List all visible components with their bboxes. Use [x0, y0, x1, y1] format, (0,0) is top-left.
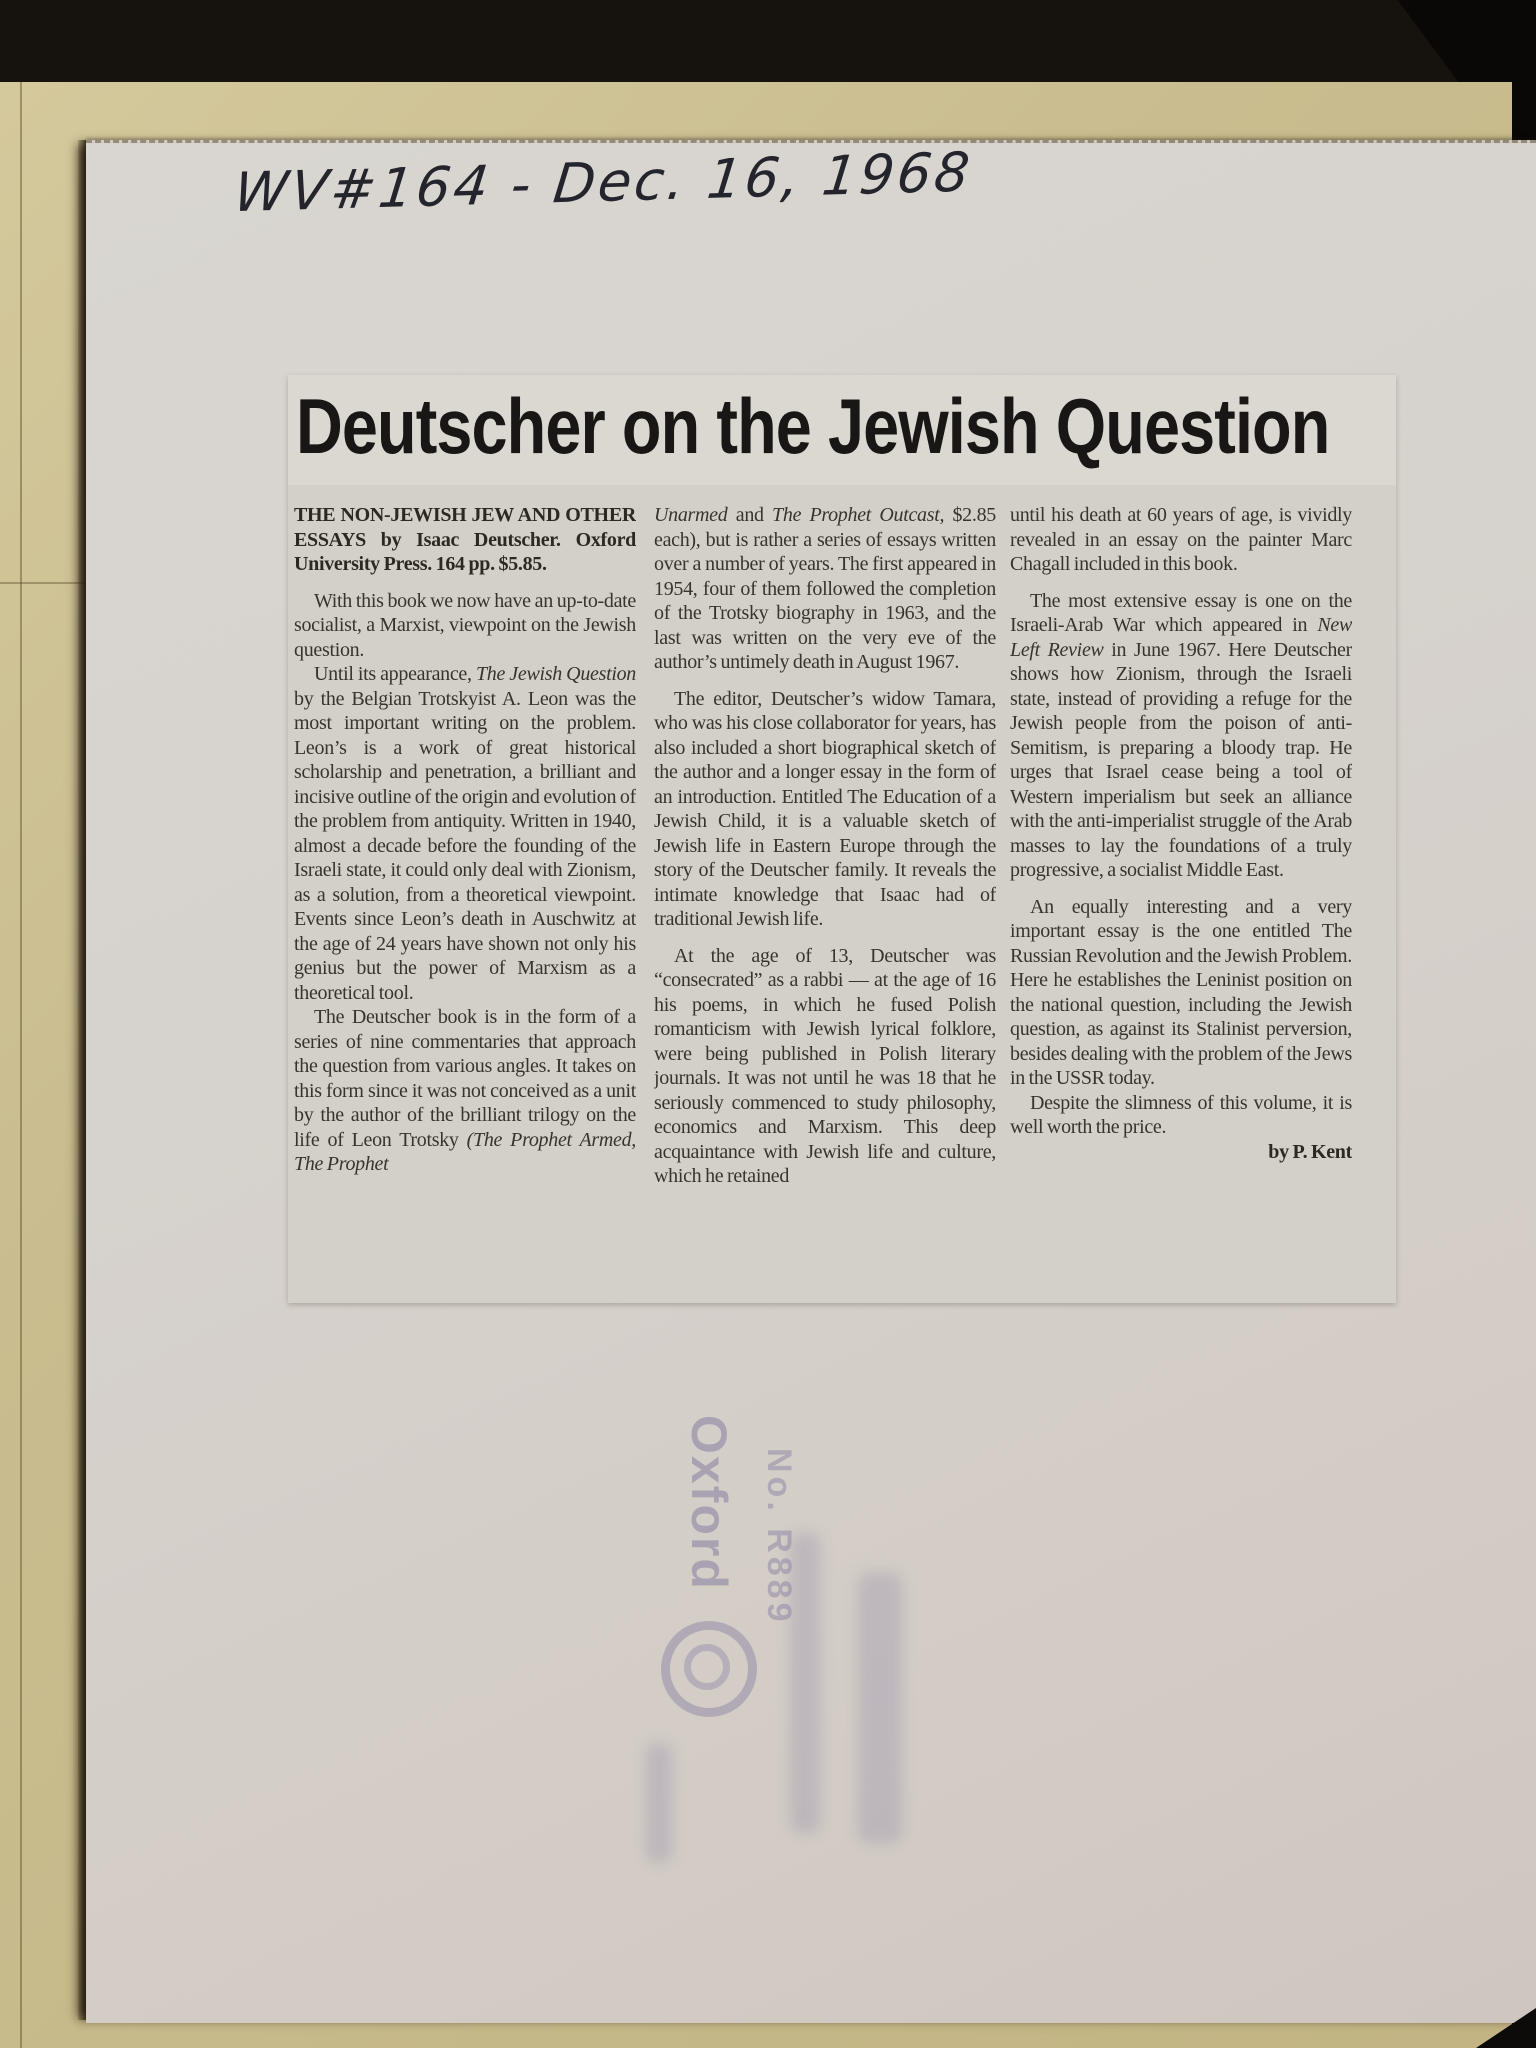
article-paragraph — [654, 503, 996, 675]
italic-title-text: Unarmed — [654, 504, 728, 526]
body-text: $2.85 each), but is rather a series of essays written over a number of years. The first appeared in 1954, four of them followed the completion of the Trotsky biography in 1963, and the last was written on the very eve of the author’s untimely death in August 1967. — [654, 504, 996, 673]
stamp-smear — [790, 1533, 820, 1833]
body-text: The Deutscher book is in the form of a series of nine commentaries that approach the question from various angles. It takes on this form since it was not conceived as a unit by the author of the brilliant trilogy on the life of Leon Trotsky — [294, 1006, 636, 1151]
article-paragraph — [294, 503, 636, 577]
article-paragraph — [1010, 895, 1352, 1091]
body-text: The most extensive essay is one on the Israeli-Arab War which appeared in — [1010, 589, 1352, 636]
publisher-emblem-icon — [661, 1621, 757, 1717]
body-text: and — [727, 504, 773, 526]
article-paragraph — [1010, 1091, 1352, 1140]
body-text: until his death at 60 years of age, is vividly revealed in an essay on the painter Marc Chagall included in this book. — [1010, 504, 1352, 575]
stamp-number-text: No. R889 — [760, 1448, 798, 1626]
folder-crease — [0, 582, 90, 584]
body-text: Despite the slimness of this volume, it is well worth the price. — [1010, 1091, 1352, 1138]
clipping-headline: Deutscher on the Jewish Question — [296, 384, 1330, 471]
article-column-3 — [1010, 503, 1352, 1303]
article-paragraph — [294, 589, 636, 663]
article-paragraph — [294, 1005, 636, 1177]
news-clipping — [288, 375, 1396, 1303]
body-text: An equally interesting and a very important essay is the one entitled The Russian Revolution and the Jewish Problem. Here he establishes the Leninist position on the national question, including the Jewish question, as against its Stalinist perversion, besides dealing with the problem of the Jews in the USSR today. — [1010, 895, 1352, 1089]
body-text: by the Belgian Trotskyist A. Leon was the most important writing on the problem. Leon’s is a work of great historical scholarship and penetration, a brilliant and incisive outline of the origin and evolution of the problem from antiquity. Written in 1940, almost a decade before the founding of the Israeli state, it could only deal with Zionism, as a solution, from a theoretical viewpoint. Events since Leon’s death in Auschwitz at the age of 24 years have shown not only his genius but the power of Marxism as a theoretical tool. — [294, 687, 636, 1004]
italic-title-text: The Prophet Outcast, — [772, 504, 945, 526]
body-text: The editor, Deutscher’s widow Tamara, who was his close collaborator for years, has also included a short biographical sketch of the author and a longer essay in the form of an introduction. Entitled The Education of a Jewish Child, it is a valuable sketch of Jewish life in Eastern Europe through the story of the Deutscher family. It reveals the intimate knowledge that Isaac had of traditional Jewish life. — [654, 687, 996, 930]
article-paragraph — [654, 944, 996, 1189]
stamp-publisher-text: Oxford — [681, 1415, 737, 1591]
body-text: Until its appearance, — [314, 663, 476, 685]
folder-crease — [20, 82, 22, 2048]
article-paragraph — [1010, 503, 1352, 577]
body-text: by P. Kent — [1268, 1140, 1352, 1163]
body-text: in June 1967. Here Deutscher shows how Zionism, through the Israeli state, instead of providing a refuge for the Jewish people from the poison of anti-Semitism, is preparing a bloody trap. He urges that Israel cease being a tool of Western imperialism but seek an alliance with the anti-imperialist struggle of the Arab masses to lay the foundations of a truly progressive, a socialist Middle East. — [1010, 638, 1352, 881]
italic-title-text: (The Prophet Armed, The Prophet — [294, 1128, 636, 1175]
stamp-smear — [858, 1573, 902, 1843]
stamp-smear — [646, 1743, 672, 1863]
italic-title-text: The Jewish Question — [475, 663, 636, 685]
headline-strip — [288, 375, 1396, 485]
article-paragraph — [654, 687, 996, 932]
body-text: At the age of 13, Deutscher was “consecrated” as a rabbi — at the age of 16 his poems, in which he fused Polish romanticism with Jewish lyrical folklore, were being published in Polish literary journals. It was not until he was 18 that he seriously commenced to study philosophy, economics and Marxism. This deep acquaintance with Jewish life and culture, which he retained — [654, 944, 996, 1187]
handwritten-note: WV#164 - Dec. 16, 1968 — [230, 140, 976, 225]
body-text: THE NON-JEWISH JEW AND OTHER ESSAYS by Isaac Deutscher. Oxford University Press. 164 pp. $5.85. — [294, 504, 636, 575]
italic-title-text: New Left Review — [1010, 614, 1352, 661]
article-column-2 — [654, 503, 996, 1303]
album-sheet — [86, 140, 1536, 2023]
body-text: With this book we now have an up-to-date socialist, a Marxist, viewpoint on the Jewish question. — [294, 589, 636, 661]
article-paragraph — [1010, 589, 1352, 883]
article-paragraph — [294, 662, 636, 1005]
sheet-edge-shadow — [78, 140, 86, 2020]
byline — [1010, 1140, 1352, 1165]
article-column-1 — [294, 503, 636, 1303]
